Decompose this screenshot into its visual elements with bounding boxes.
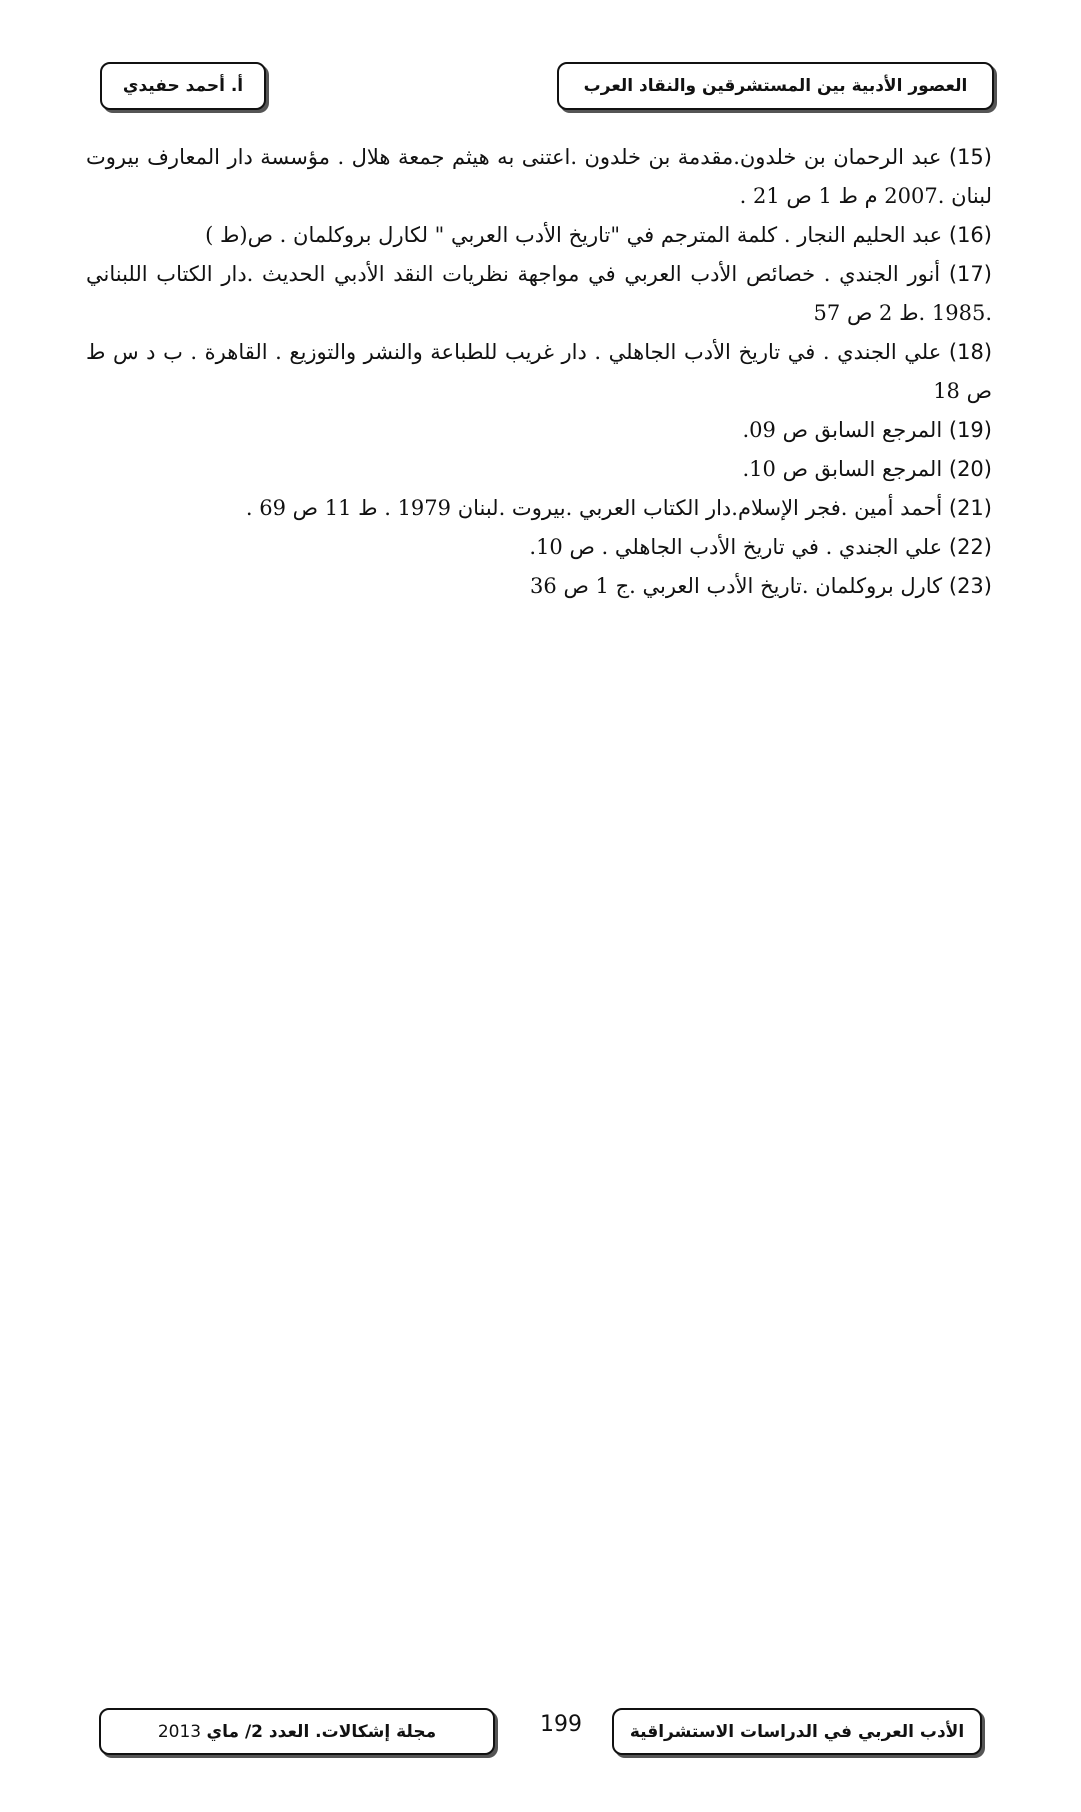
- reference-text: المرجع السابق ص 09.: [742, 418, 943, 442]
- reference-21: [86, 489, 992, 528]
- reference-18: [86, 333, 992, 411]
- reference-17: [86, 255, 992, 333]
- header-author-box: [100, 62, 266, 110]
- reference-23: [86, 567, 992, 606]
- reference-text: المرجع السابق ص 10.: [742, 457, 943, 481]
- reference-text: عبد الرحمان بن خلدون.مقدمة بن خلدون .اعتنى به هيثم جمعة هلال . مؤسسة دار المعارف بيروت لبنان .2007 م ط 1 ص 21 .: [86, 145, 992, 208]
- header-title-box: [557, 62, 994, 110]
- reference-number: (21): [948, 496, 992, 520]
- reference-text: كارل بروكلمان .تاريخ الأدب العربي .ج 1 ص 36: [530, 574, 943, 598]
- reference-text: علي الجندي . في تاريخ الأدب الجاهلي . ص 10.: [529, 535, 943, 559]
- reference-text: علي الجندي . في تاريخ الأدب الجاهلي . دار غريب للطباعة والنشر والتوزيع . القاهرة . ب د س ط ص 18: [86, 340, 992, 403]
- references-list: [86, 138, 992, 606]
- footer-journal: مجلة إشكالات. العدد 2/ ماي: [206, 1721, 437, 1742]
- reference-15: [86, 138, 992, 216]
- reference-22: [86, 528, 992, 567]
- reference-19: [86, 411, 992, 450]
- reference-number: (20): [948, 457, 992, 481]
- reference-number: (18): [948, 340, 993, 364]
- footer-subject-box: [612, 1708, 982, 1755]
- page-number: 199: [540, 1712, 582, 1737]
- reference-number: (23): [948, 574, 992, 598]
- reference-number: (16): [948, 223, 992, 247]
- footer-subject: الأدب العربي في الدراسات الاستشراقية: [629, 1721, 965, 1742]
- footer-journal-box: [99, 1708, 495, 1755]
- header-author: أ. أحمد حفيدي: [122, 76, 244, 96]
- header-title: العصور الأدبية بين المستشرقين والنقاد العرب: [583, 76, 968, 96]
- reference-number: (22): [948, 535, 992, 559]
- reference-20: [86, 450, 992, 489]
- reference-text: أنور الجندي . خصائص الأدب العربي في مواجهة نظريات النقد الأدبي الحديث .دار الكتاب اللبناني .1985 .ط 2 ص 57: [86, 262, 992, 325]
- reference-number: (15): [948, 145, 992, 169]
- footer-year: 2013: [157, 1721, 202, 1742]
- reference-text: عبد الحليم النجار . كلمة المترجم في "تاريخ الأدب العربي " لكارل بروكلمان . ص(ط ): [205, 223, 943, 247]
- reference-number: (17): [948, 262, 992, 286]
- reference-16: [86, 216, 992, 255]
- reference-number: (19): [948, 418, 992, 442]
- reference-text: أحمد أمين .فجر الإسلام.دار الكتاب العربي .بيروت .لبنان 1979 . ط 11 ص 69 .: [245, 496, 943, 520]
